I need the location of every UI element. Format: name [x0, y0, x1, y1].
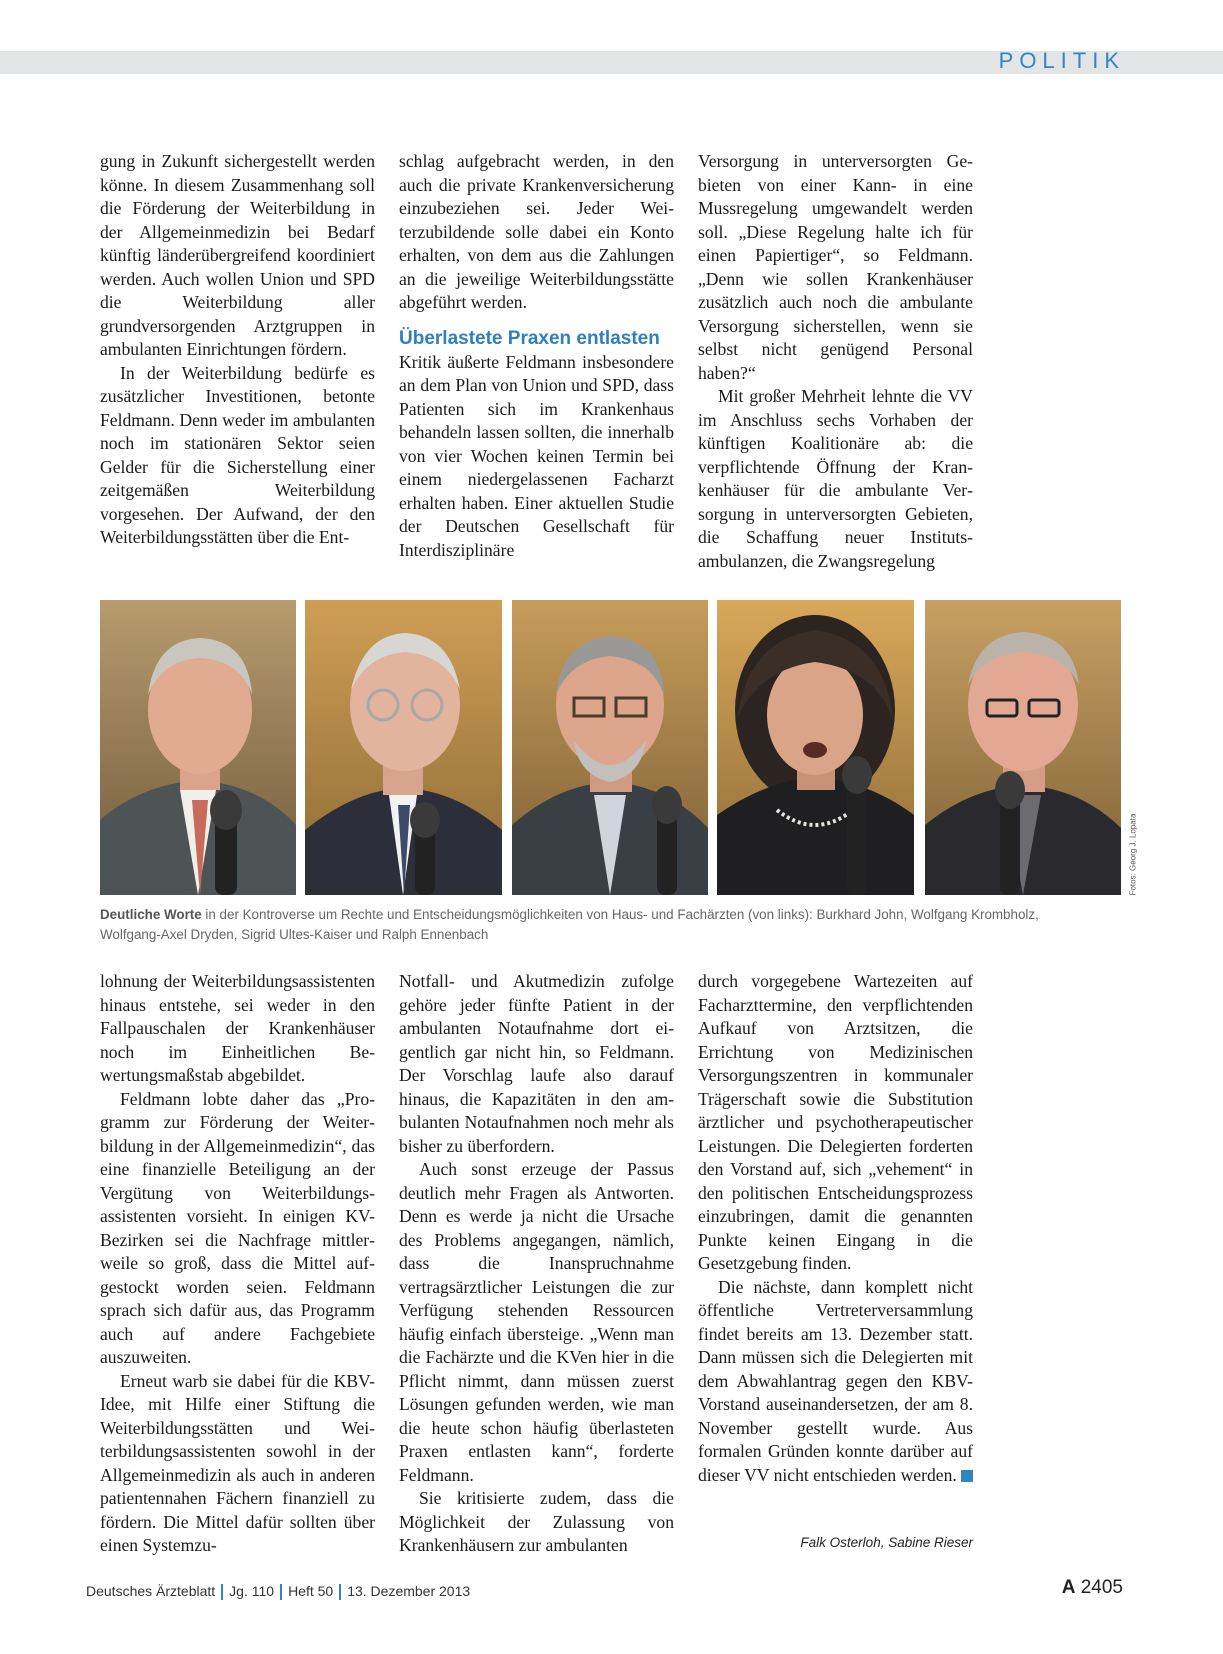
- photo-credit-text: Fotos: Georg J. Lopata: [1128, 813, 1138, 896]
- end-mark-icon: [961, 1470, 973, 1482]
- portrait-photo-4: [717, 600, 914, 895]
- photo-strip: [0, 600, 1223, 895]
- page-number-value: 2405: [1080, 1577, 1123, 1598]
- volume: Jg. 110: [229, 1583, 275, 1599]
- top-column-2: [399, 150, 674, 562]
- photo-credit: [1122, 813, 1138, 896]
- footer: [86, 1583, 470, 1600]
- paragraph: Erneut warb sie dabei für die KBV-Idee, mit Hilfe einer Stiftung die Weiterbildungsstätten und Weiterbildungsassistenten sowohl in der Allgemeinmedizin als auch in anderen patientennahen Fächern finanziell zu fördern. Die Mittel dafür sollten über einen Systemzu-: [100, 1370, 375, 1555]
- portrait-photo-5: [925, 600, 1121, 895]
- portrait-photo-1: [100, 600, 296, 895]
- paragraph: Mit großer Mehrheit lehnte die VV im Anschluss sechs Vorhaben der künftigen Koalitionäre ab: die verpflichtende Öffnung der Krankenhäuser für die ambulante Versorgung in unterversorgten Gebieten, die Schaffung neuer Institutsambulanzen, die Zwangsregelung: [698, 386, 973, 571]
- paragraph: Kritik äußerte Feldmann insbesondere an dem Plan von Union und SPD, dass Patienten sich im Krankenhaus behandeln lassen sollten, die innerhalb von vier Wochen keinen Termin bei einem niedergelassenen Facharzt erhalten haben. Einer aktuellen Studie der Deutschen Gesellschaft für Interdisziplinäre: [399, 351, 674, 560]
- caption-lead: Deutliche Worte: [100, 907, 202, 922]
- portrait-photo-2: [305, 600, 502, 895]
- separator: [339, 1584, 341, 1600]
- separator: [221, 1584, 223, 1600]
- issue-date: 13. Dezember 2013: [347, 1583, 471, 1599]
- paragraph: Sie kritisierte zudem, dass die Möglichkeit der Zulassung von Krankenhäusern zur ambulanten: [399, 1488, 674, 1555]
- bottom-column-1: [100, 970, 375, 1558]
- paragraph: Versorgung in unterversorgten Gebieten von einer Kann- in eine Mussregelung umgewandelt werden soll. „Diese Regelung halte ich für einen Papiertiger“, so Feldmann. „Denn wie sollen Krankenhäuser zusätzlich auch noch die ambulante Versorgung sicherstellen, wenn sie selbst nicht genügend Personal haben?“: [698, 151, 973, 383]
- page-prefix: A: [1061, 1577, 1076, 1598]
- section-label: POLITIK: [998, 48, 1125, 73]
- paragraph: Feldmann lobte daher das „Programm zur Förderung der Weiterbildung in der Allgemeinmedizin“, das eine finanzielle Beteiligung an der Vergütung von Weiterbildungsassistenten vorsieht. In einigen KV-Bezirken sei die Nachfrage mittlerweile so groß, dass die Mittel aufgestockt worden seien. Feldmann sprach sich dafür aus, das Programm auch auf andere Fachgebiete auszuweiten.: [100, 1088, 375, 1367]
- paragraph: lohnung der Weiterbildungsassistenten hinaus entstehe, sei weder in den Fallpauschalen der Krankenhäuser noch im Einheitlichen Bewertungsmaßstab abgebildet.: [100, 971, 375, 1085]
- paragraph: gung in Zukunft sichergestellt werden könne. In diesem Zusammenhang soll die Förderung der Weiterbildung in der Allgemeinmedizin bei Bedarf künftig länderübergreifend koordiniert werden. Auch wollen Union und SPD die Weiterbildung aller grundversorgenden Arztgruppen in ambulanten Einrichtungen fördern.: [100, 151, 375, 359]
- paragraph-text: Die nächste, dann komplett nicht öffentliche Vertreterversammlung findet bereits am 13. Dezember statt. Dann müssen sich die Delegierten mit dem Abwahlantrag gegen den KBV-Vorstand auseinandersetzen, der am 8. November gestellt wurde. Aus formalen Gründen konnte darüber auf dieser VV nicht entschieden werden.: [698, 1276, 973, 1485]
- bottom-column-2: [399, 970, 674, 1558]
- paragraph: durch vorgegebene Wartezeiten auf Facharzttermine, den verpflichtenden Aufkauf von Arztsitzen, die Errichtung von Medizinischen Versorgungszentren in kommunaler Trägerschaft sowie die Substitution ärztlicher und psychotherapeutischer Leistungen. Die Delegierten forderten den Vorstand auf, sich „vehement“ in den politischen Entscheidungsprozess einzubringen, damit die genannten Punkte keinen Eingang in die Gesetzgebung finden.: [698, 971, 973, 1273]
- portrait-photo-3: [512, 600, 708, 895]
- caption-text: in der Kontroverse um Rechte und Entscheidungsmöglichkeiten von Haus- und Fachärzten (von links): Burkhard John, Wolfgang Krombholz, Wolfgang-Axel Dryden, Sigrid Ultes-Kaiser und Ralph Ennenbach: [100, 907, 1039, 942]
- paragraph: [698, 1276, 973, 1488]
- top-column-1: [100, 150, 375, 550]
- paragraph: Auch sonst erzeuge der Passus deutlich mehr Fragen als Antworten. Denn es werde ja nicht die Ursache des Problems angegangen, nämlich, dass die Inanspruchnahme vertragsärztlicher Leistungen die zur Verfügung stehenden Ressourcen häufig einfach übersteige. „Wenn man die Fachärzte und die KVen hier in die Pflicht nimmt, dann müssen zuerst Lösungen gefunden werden, wie man die heute schon häufig überlasteten Praxen entlasten kann“, forderte Feldmann.: [399, 1159, 674, 1485]
- issue: Heft 50: [288, 1583, 334, 1599]
- author-byline: Falk Osterloh, Sabine Rieser: [800, 1535, 973, 1550]
- paragraph: Notfall- und Akutmedizin zufolge gehöre jeder fünfte Patient in der ambulanten Notaufnahme dort eigentlich gar nicht hin, so Feldmann. Der Vorschlag laufe also darauf hinaus, die Kapazitäten in den ambulanten Notaufnahmen noch mehr als bisher zu überfordern.: [399, 971, 674, 1156]
- photo-caption: [100, 905, 1080, 945]
- paragraph: schlag aufgebracht werden, in den auch die private Krankenversicherung einzubeziehen sei. Jeder Weiterzubildende solle dabei ein Konto erhalten, von dem aus die Zahlungen an die jeweilige Weiterbildungsstätte abgeführt werden.: [399, 151, 674, 312]
- page-number: [1062, 1577, 1123, 1599]
- top-column-3: [698, 150, 973, 573]
- subheading: Überlastete Praxen entlasten: [399, 327, 660, 349]
- paragraph: In der Weiterbildung bedürfe es zusätzlicher Investitionen, betonte Feldmann. Denn weder im ambulanten noch im stationären Sektor seien Gelder für die Sicherstellung einer zeitgemäßen Weiterbildung vorgesehen. Der Aufwand, der den Weiterbildungsstätten über die Ent-: [100, 362, 375, 547]
- separator: [280, 1584, 282, 1600]
- bottom-column-3: [698, 970, 973, 1487]
- journal-name: Deutsches Ärzteblatt: [86, 1583, 216, 1599]
